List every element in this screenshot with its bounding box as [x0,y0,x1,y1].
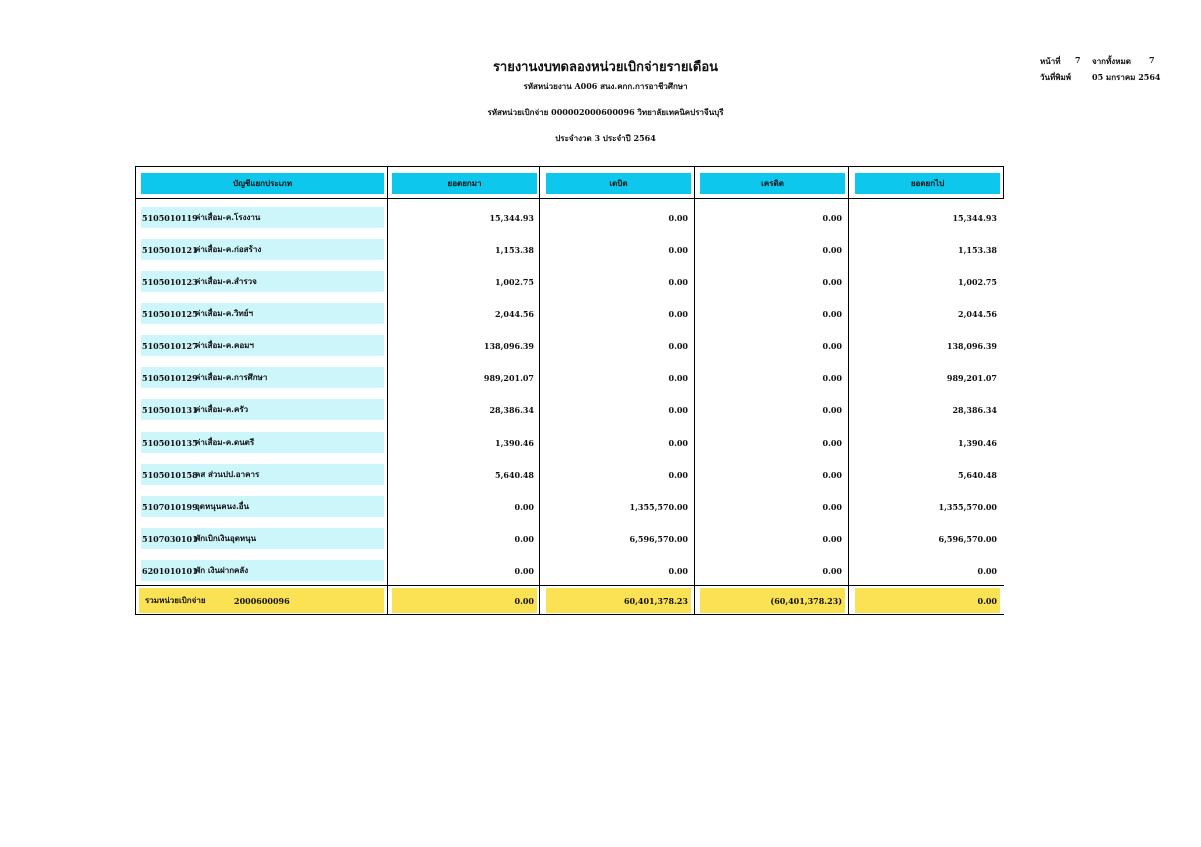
debit-cell: 0.00 [668,244,688,255]
table-row [141,496,998,517]
table-row [141,399,998,420]
credit-cell: 0.00 [822,340,842,351]
credit-cell: 0.00 [822,501,842,512]
debit-cell: 6,596,570.00 [629,533,688,544]
balance-carried-cell: 1,153.38 [958,244,997,255]
period-line: ประจำงวด 3 ประจำปี 2564 [555,133,656,143]
account-cell [141,560,384,581]
table-row [141,303,998,324]
column-header-debit: เดบิต [546,173,691,194]
debit-cell: 0.00 [668,276,688,287]
account-name: ค่าเสื่อม-ค.สำรวจ [195,276,257,286]
debit-cell: 0.00 [668,212,688,223]
debit-cell: 0.00 [668,565,688,576]
page-number: 7 [1075,55,1081,65]
account-cell [141,399,384,420]
account-code: 5105010135 [142,437,198,448]
credit-cell: 0.00 [822,437,842,448]
column-header-balance-carried: ยอดยกไป [855,173,1000,194]
account-code: 5107010199 [142,501,198,512]
balance-forward-cell: 0.00 [514,533,534,544]
balance-carried-cell: 0.00 [977,565,997,576]
balance-carried-cell: 138,096.39 [946,340,997,351]
total-pages: 7 [1149,55,1155,65]
account-code: 6201010101 [142,565,198,576]
debit-cell: 0.00 [668,340,688,351]
account-cell [141,432,384,453]
balance-forward-cell: 1,153.38 [495,244,534,255]
account-name: ค่าเสื่อม-ค.โรงงาน [195,212,261,222]
table-row [141,271,998,292]
total-unit-code: 2000600096 [234,595,290,606]
account-cell [141,464,384,485]
account-name: ค่าเสื่อม-ค.วิทย์ฯ [195,308,253,318]
credit-cell: 0.00 [822,372,842,383]
total-balance-carried: 0.00 [855,588,1000,613]
account-code: 5105010127 [142,340,198,351]
table-row [141,239,998,260]
account-name: ค่าเสื่อม-ค.คอมฯ [195,340,254,350]
column-header-ledger: บัญชีแยกประเภท [141,173,384,194]
print-date-label: วันที่พิมพ์ [1040,72,1072,82]
balance-forward-cell: 989,201.07 [483,372,534,383]
account-name: พักเบิกเงินอุดหนุน [195,533,257,543]
credit-cell: 0.00 [822,404,842,415]
debit-cell: 0.00 [668,404,688,415]
page-label: หน้าที่ [1040,56,1061,66]
credit-cell: 0.00 [822,276,842,287]
table-row [141,207,998,228]
balance-carried-cell: 2,044.56 [958,308,997,319]
credit-cell: 0.00 [822,212,842,223]
credit-cell: 0.00 [822,565,842,576]
account-cell [141,496,384,517]
account-name: ค่าเสื่อม-ค.ครัว [195,404,249,414]
total-label-cell [139,588,384,613]
account-code: 5105010129 [142,372,198,383]
balance-carried-cell: 1,355,570.00 [938,501,997,512]
balance-forward-cell: 0.00 [514,501,534,512]
disbursement-unit-line: รหัสหน่วยเบิกจ่าย 000002000600096 วิทยาลัยเทคนิคปราจีนบุรี [487,107,724,117]
balance-carried-cell: 28,386.34 [952,404,997,415]
table-row [141,560,998,581]
balance-forward-cell: 1,002.75 [495,276,534,287]
total-balance-forward: 0.00 [392,588,537,613]
total-label: รวมหน่วยเบิกจ่าย [145,595,206,605]
credit-cell: 0.00 [822,469,842,480]
account-cell [141,207,384,228]
balance-forward-cell: 0.00 [514,565,534,576]
balance-carried-cell: 6,596,570.00 [938,533,997,544]
table-row [141,528,998,549]
table-row [141,335,998,356]
balance-forward-cell: 2,044.56 [495,308,534,319]
account-code: 5107030101 [142,533,198,544]
column-header-balance-forward: ยอดยกมา [392,173,537,194]
credit-cell: 0.00 [822,533,842,544]
print-date: 05 มกราคม 2564 [1092,72,1161,82]
unit-line: รหัสหน่วยงาน A006 สนง.คกก.การอาชีวศึกษา [523,81,688,91]
account-name: ค่าเสื่อม-ค.ดนตรี [195,437,255,447]
credit-cell: 0.00 [822,244,842,255]
balance-carried-cell: 1,390.46 [958,437,997,448]
account-code: 5105010123 [142,276,198,287]
table-row [141,432,998,453]
account-name: พัก เงินฝากคลัง [195,565,249,575]
account-name: อุดหนุนคนง.อื่น [195,501,249,511]
account-cell [141,239,384,260]
debit-cell: 0.00 [668,372,688,383]
account-cell [141,303,384,324]
table-row [141,464,998,485]
credit-cell: 0.00 [822,308,842,319]
debit-cell: 0.00 [668,469,688,480]
account-code: 5105010125 [142,308,198,319]
account-code: 5105010121 [142,244,198,255]
account-name: ค่าเสื่อม-ค.ก่อสร้าง [195,244,262,254]
balance-forward-cell: 28,386.34 [489,404,534,415]
balance-carried-cell: 5,640.48 [958,469,997,480]
total-debit: 60,401,378.23 [546,588,691,613]
debit-cell: 1,355,570.00 [629,501,688,512]
account-cell [141,528,384,549]
account-cell [141,271,384,292]
balance-forward-cell: 138,096.39 [483,340,534,351]
account-code: 5105010119 [142,212,198,223]
account-name: คส ส่วนปป.อาคาร [195,469,260,479]
account-name: ค่าเสื่อม-ค.การศึกษา [195,372,268,382]
table-row [141,367,998,388]
balance-carried-cell: 15,344.93 [952,212,997,223]
debit-cell: 0.00 [668,308,688,319]
balance-forward-cell: 1,390.46 [495,437,534,448]
account-code: 5105010131 [142,404,198,415]
debit-cell: 0.00 [668,437,688,448]
balance-forward-cell: 5,640.48 [495,469,534,480]
balance-forward-cell: 15,344.93 [489,212,534,223]
account-cell [141,367,384,388]
account-cell [141,335,384,356]
of-label: จากทั้งหมด [1092,56,1131,66]
account-code: 5105010158 [142,469,198,480]
balance-carried-cell: 1,002.75 [958,276,997,287]
column-header-credit: เครดิต [700,173,845,194]
total-credit: (60,401,378.23) [700,588,845,613]
report-title: รายงานงบทดลองหน่วยเบิกจ่ายรายเดือน [492,60,719,75]
balance-carried-cell: 989,201.07 [946,372,997,383]
